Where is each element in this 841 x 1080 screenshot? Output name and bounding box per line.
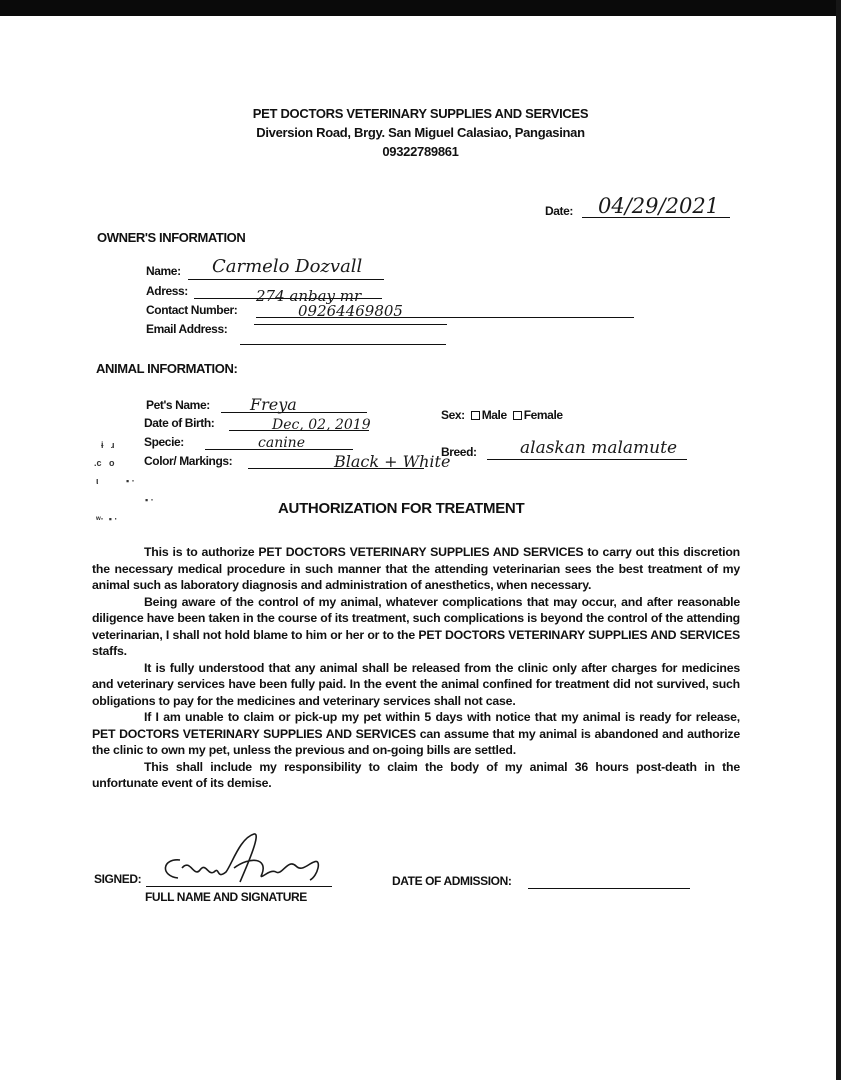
scan-artifact: ▪ · xyxy=(145,495,154,505)
sex-field xyxy=(441,408,563,422)
animal-heading: ANIMAL INFORMATION: xyxy=(96,361,238,376)
admission-line xyxy=(528,888,690,889)
species-label: Specie: xyxy=(144,435,184,449)
clinic-phone: 09322789861 xyxy=(382,144,459,159)
owner-name-value: Carmelo Dozvall xyxy=(212,256,363,277)
owner-address-value: 274 anbay mr xyxy=(256,287,362,305)
dob-value: Dec, 02, 2019 xyxy=(272,417,371,433)
sex-male-label: Male xyxy=(481,408,507,422)
sex-female-label: Female xyxy=(523,408,563,422)
authorization-paragraph: Being aware of the control of my animal, whatever complications that may occur, and after reasonable diligence have been taken in the course of its treatment, such complications is beyond the control of the attending veterinarian, I shall not hold blame to him or her or to the PET DOCTORS VETERINARY SUPPLIES AND SERVICES staffs. xyxy=(92,594,740,658)
scan-artifact: .c o xyxy=(94,458,115,468)
scan-artifact: ι ▪ · xyxy=(96,476,135,486)
pet-name-label: Pet's Name: xyxy=(146,398,210,412)
authorization-title: AUTHORIZATION FOR TREATMENT xyxy=(278,500,525,517)
owner-contact-line-2 xyxy=(254,324,447,325)
owner-email-line xyxy=(240,344,446,345)
scan-artifact: ʷ· ▪ · xyxy=(96,514,118,524)
date-value: 04/29/2021 xyxy=(598,194,720,218)
authorization-body xyxy=(92,544,740,792)
dob-label: Date of Birth: xyxy=(144,416,215,430)
breed-value: alaskan malamute xyxy=(520,438,678,458)
date-label: Date: xyxy=(545,204,574,218)
clinic-name: PET DOCTORS VETERINARY SUPPLIES AND SERVICES xyxy=(252,106,589,121)
owner-contact-value: 09264469805 xyxy=(298,302,403,320)
scan-right-edge xyxy=(836,0,841,1080)
male-checkbox[interactable] xyxy=(471,411,480,420)
owner-name-line xyxy=(188,279,384,280)
scan-top-edge xyxy=(0,0,841,16)
authorization-paragraph: It is fully understood that any animal shall be released from the clinic only after charges for medicines and veterinary services have been fully paid. In the event the animal confined for treatment did not survived, such obligations to pay for the medicines and veterinary services shall not case. xyxy=(92,660,740,708)
clinic-address: Diversion Road, Brgy. San Miguel Calasiao, Pangasinan xyxy=(256,125,585,140)
species-value: canine xyxy=(258,435,305,451)
signature-caption: FULL NAME AND SIGNATURE xyxy=(145,890,307,904)
admission-label: DATE OF ADMISSION: xyxy=(392,874,512,888)
signed-label: SIGNED: xyxy=(94,872,142,886)
signature-drawing xyxy=(150,828,330,892)
breed-line xyxy=(487,459,687,460)
female-checkbox[interactable] xyxy=(513,411,522,420)
owner-heading: OWNER'S INFORMATION xyxy=(97,230,246,245)
authorization-paragraph: This shall include my responsibility to claim the body of my animal 36 hours post-death in the unfortunate event of its demise. xyxy=(92,759,740,790)
owner-email-label: Email Address: xyxy=(146,322,228,336)
owner-name-label: Name: xyxy=(146,264,181,278)
authorization-paragraph: This is to authorize PET DOCTORS VETERINARY SUPPLIES AND SERVICES to carry out this discretion the necessary medical procedure in such manner that the attending veterinarian sees the best treatment of my animal such as laboratory diagnosis and administration of anesthetics, when necessary. xyxy=(92,545,740,592)
color-label: Color/ Markings: xyxy=(144,454,233,468)
authorization-paragraph: If I am unable to claim or pick-up my pet within 5 days with notice that my animal is ready for release, PET DOCTORS VETERINARY SUPPLIES AND SERVICES can assume that my animal is abandoned and authorize the clinic to own my pet, unless the previous and on-going bills are settled. xyxy=(92,710,740,757)
pet-name-value: Freya xyxy=(250,395,297,414)
color-value: Black + White xyxy=(334,452,451,471)
scan-artifact: ɨ ɹ xyxy=(101,440,115,450)
owner-address-label: Adress: xyxy=(146,284,188,298)
breed-label: Breed: xyxy=(441,445,477,459)
sex-label: Sex: xyxy=(441,408,465,422)
owner-contact-label: Contact Number: xyxy=(146,303,238,317)
